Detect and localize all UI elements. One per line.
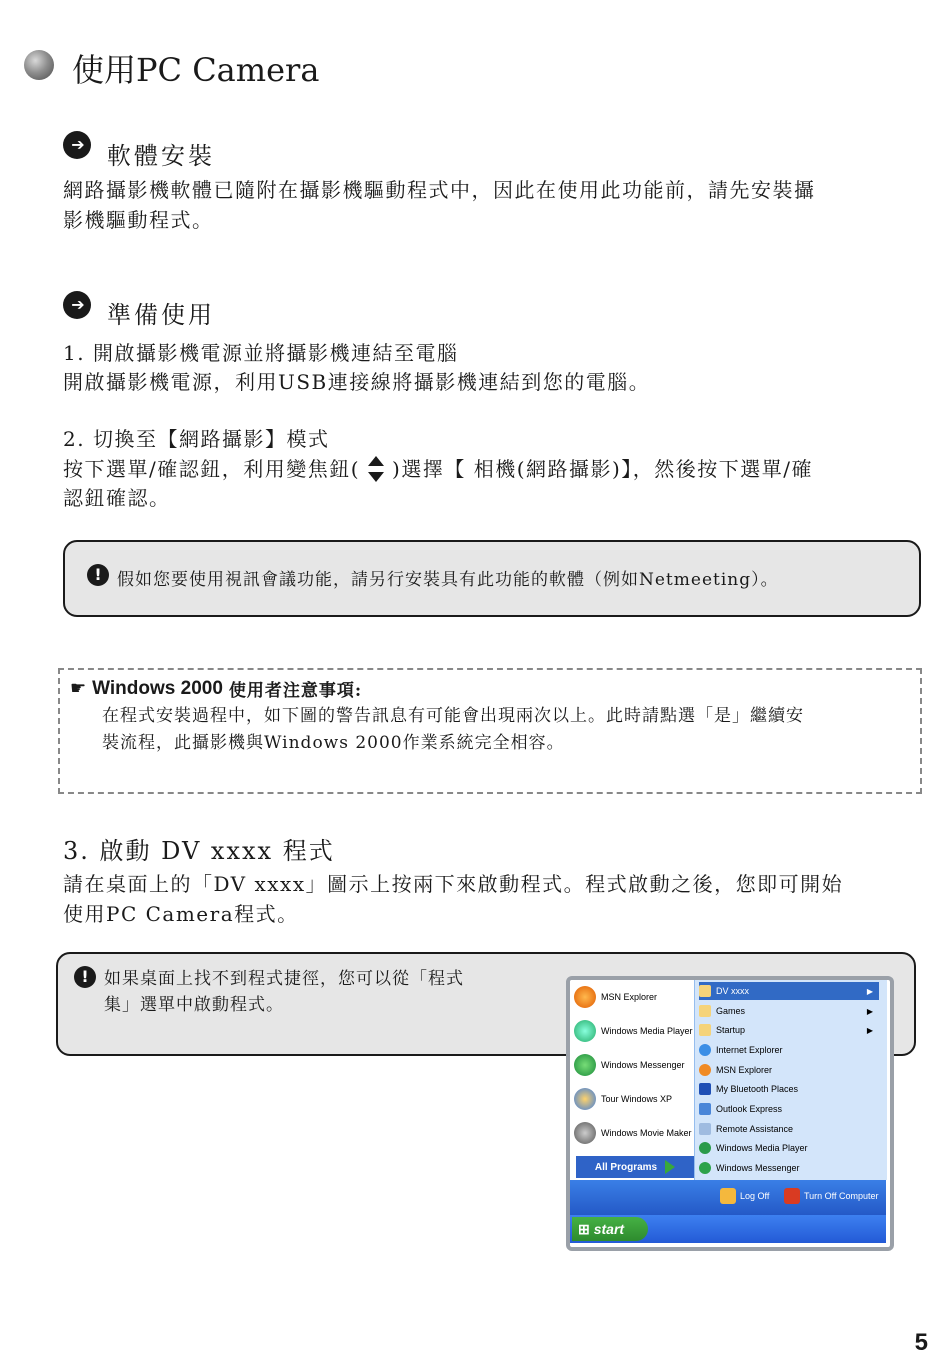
remote-assistance-icon xyxy=(699,1123,711,1135)
media-player-icon xyxy=(574,1020,596,1042)
msn-butterfly-icon xyxy=(574,986,596,1008)
all-programs-button[interactable]: All Programs xyxy=(576,1156,694,1178)
menu-item-messenger-2[interactable]: Windows Messenger xyxy=(699,1159,879,1177)
title-bullet-icon xyxy=(24,50,54,80)
start-menu-left-pane xyxy=(570,980,694,1180)
bluetooth-icon xyxy=(699,1083,711,1095)
section1-body: 網路攝影機軟體已隨附在攝影機驅動程式中，因此在使用此功能前，請先安裝攝 影機驅動程式。 xyxy=(63,178,816,232)
step1-title: 1. 開啟攝影機電源並將攝影機連結至電腦 xyxy=(63,341,459,365)
submenu-arrow-icon: ▶ xyxy=(866,1025,873,1035)
taskbar xyxy=(570,1215,886,1243)
up-down-triangle-icon xyxy=(364,454,388,484)
messenger-icon xyxy=(574,1054,596,1076)
arrow-circle-icon: ➔ xyxy=(63,291,91,319)
media-player-icon xyxy=(699,1142,711,1154)
windows-flag-icon: ⊞ xyxy=(578,1220,590,1237)
outlook-icon xyxy=(699,1103,711,1115)
menu-item-internet-explorer[interactable]: Internet Explorer xyxy=(699,1041,879,1059)
msn-butterfly-icon xyxy=(699,1064,711,1076)
menu-item-startup[interactable]: Startup ▶ xyxy=(699,1021,879,1039)
movie-maker-icon xyxy=(574,1122,596,1144)
power-icon xyxy=(784,1188,800,1204)
menu-item-remote-assistance[interactable]: Remote Assistance xyxy=(699,1120,879,1138)
key-icon xyxy=(720,1188,736,1204)
exclamation-icon: ! xyxy=(87,564,109,586)
menu-item-movie-maker[interactable]: Windows Movie Maker xyxy=(574,1118,694,1148)
menu-item-messenger[interactable]: Windows Messenger xyxy=(574,1050,694,1080)
step2-body-a: 按下選單/確認鈕，利用變焦鈕( xyxy=(63,457,361,481)
folder-icon xyxy=(699,1005,711,1017)
folder-icon xyxy=(699,985,711,997)
menu-item-media-player[interactable]: Windows Media Player xyxy=(574,1016,694,1046)
menu-item-msn-explorer-2[interactable]: MSN Explorer xyxy=(699,1061,879,1079)
arrow-circle-icon: ➔ xyxy=(63,131,91,159)
step2-body-line xyxy=(63,454,813,484)
section3-title: 3. 啟動 DV xxxx 程式 xyxy=(63,837,335,865)
note2-text: 如果桌面上找不到程式捷徑，您可以從「程式 集」選單中啟動程式。 xyxy=(104,969,464,1015)
messenger-icon xyxy=(699,1162,711,1174)
exclamation-icon: ! xyxy=(74,966,96,988)
start-button[interactable]: ⊞ start xyxy=(572,1217,648,1241)
menu-item-tour-xp[interactable]: Tour Windows XP xyxy=(574,1084,694,1114)
ie-icon xyxy=(699,1044,711,1056)
menu-item-outlook[interactable]: Outlook Express xyxy=(699,1100,879,1118)
note1-text: 假如您要使用視訊會議功能，請另行安裝具有此功能的軟體（例如Netmeeting）。 xyxy=(117,570,779,590)
page-number: 5 xyxy=(914,1329,928,1356)
turn-off-button[interactable]: Turn Off Computer xyxy=(784,1188,879,1204)
step1-body: 開啟攝影機電源，利用USB連接線將攝影機連結到您的電腦。 xyxy=(63,370,651,394)
submenu-arrow-icon: ▶ xyxy=(866,986,873,996)
menu-item-games[interactable]: Games ▶ xyxy=(699,1002,879,1020)
tour-xp-icon xyxy=(574,1088,596,1110)
w2k-title-zh: 使用者注意事項: xyxy=(228,681,363,701)
step2-body-c: 認鈕確認。 xyxy=(63,486,171,510)
page-title: 使用PC Camera xyxy=(72,51,320,89)
start-menu-screenshot xyxy=(566,976,894,1251)
menu-item-dv-xxxx[interactable]: DV xxxx ▶ xyxy=(699,982,879,1000)
section1-title: 軟體安裝 xyxy=(107,142,215,170)
menu-item-media-player-2[interactable]: Windows Media Player xyxy=(699,1139,879,1157)
w2k-heading xyxy=(70,676,362,701)
menu-item-msn-explorer[interactable]: MSN Explorer xyxy=(574,982,694,1012)
w2k-title-en: Windows 2000 xyxy=(92,677,223,699)
green-arrow-icon xyxy=(665,1160,675,1174)
menu-item-bluetooth[interactable]: My Bluetooth Places xyxy=(699,1080,879,1098)
step2-body-b: )選擇【 相機(網路攝影)】，然後按下選單/確 xyxy=(392,457,814,481)
w2k-body: 在程式安裝過程中，如下圖的警告訊息有可能會出現兩次以上。此時請點選「是」繼續安 裝流程，此攝影機與Windows 2000作業系統完全相容。 xyxy=(102,706,804,753)
submenu-arrow-icon: ▶ xyxy=(866,1006,873,1016)
pointing-hand-icon: ☛ xyxy=(70,678,87,699)
step2-title: 2. 切換至【網路攝影】模式 xyxy=(63,427,330,451)
programs-submenu xyxy=(694,980,887,1180)
start-menu-footer xyxy=(570,1180,886,1215)
windows2000-notice xyxy=(58,668,922,794)
note-box xyxy=(63,540,921,617)
section2-title: 準備使用 xyxy=(107,301,215,329)
section3-body: 請在桌面上的「DV xxxx」圖示上按兩下來啟動程式。程式啟動之後，您即可開始 使用PC Camera程式。 xyxy=(63,872,844,926)
folder-icon xyxy=(699,1024,711,1036)
log-off-button[interactable]: Log Off xyxy=(720,1188,769,1204)
